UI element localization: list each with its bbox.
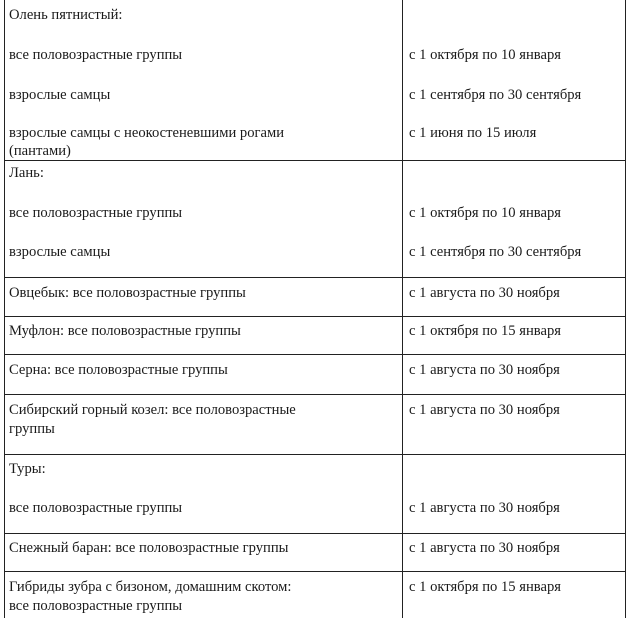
table-cell-species: взрослые самцы [9, 244, 111, 260]
table-border-left [4, 0, 5, 618]
table-cell-species: Снежный баран: все половозрастные группы [9, 540, 289, 556]
table-column-divider [402, 0, 403, 618]
table-cell-species: все половозрастные группы [9, 47, 183, 63]
table-cell-species: Сибирский горный козел: все половозрастные [9, 402, 296, 418]
row-divider [4, 454, 626, 455]
table-cell-period: с 1 октября по 10 января [409, 205, 561, 221]
table-cell-species: Муфлон: все половозрастные группы [9, 323, 241, 339]
row-divider [4, 316, 626, 317]
row-divider [4, 571, 626, 572]
table-cell-species: Серна: все половозрастные группы [9, 362, 228, 378]
table-border-right [625, 0, 626, 618]
table-cell-period: с 1 августа по 30 ноября [409, 500, 560, 516]
table-cell-period: с 1 сентября по 30 сентября [409, 244, 582, 260]
table-cell-period: с 1 августа по 30 ноября [409, 540, 560, 556]
table-cell-species: Гибриды зубра с бизоном, домашним скотом: [9, 579, 292, 595]
table-cell-species-cont: (пантами) [9, 143, 71, 159]
table-cell-period: с 1 октября по 10 января [409, 47, 561, 63]
table-cell-period: с 1 августа по 30 ноября [409, 362, 560, 378]
table-cell-period: с 1 октября по 15 января [409, 323, 561, 339]
table-cell-period: с 1 июня по 15 июля [409, 125, 537, 141]
table-cell-period: с 1 октября по 15 января [409, 579, 561, 595]
row-divider [4, 533, 626, 534]
table-cell-species: взрослые самцы [9, 87, 111, 103]
table-cell-species: взрослые самцы с неокостеневшими рогами [9, 125, 285, 141]
table-cell-species: Олень пятнистый: [9, 7, 123, 23]
table-cell-species: Туры: [9, 461, 46, 477]
row-divider [4, 354, 626, 355]
table-cell-period: с 1 августа по 30 ноября [409, 402, 560, 418]
table-cell-species: Лань: [9, 165, 44, 181]
row-divider [4, 160, 626, 161]
row-divider [4, 394, 626, 395]
table-cell-species-cont: все половозрастные группы [9, 598, 183, 614]
table-cell-species: все половозрастные группы [9, 205, 183, 221]
table-cell-period: с 1 сентября по 30 сентября [409, 87, 582, 103]
table-cell-period: с 1 августа по 30 ноября [409, 285, 560, 301]
table-cell-species: все половозрастные группы [9, 500, 183, 516]
row-divider [4, 277, 626, 278]
table-cell-species: Овцебык: все половозрастные группы [9, 285, 246, 301]
table-cell-species-cont: группы [9, 421, 55, 437]
